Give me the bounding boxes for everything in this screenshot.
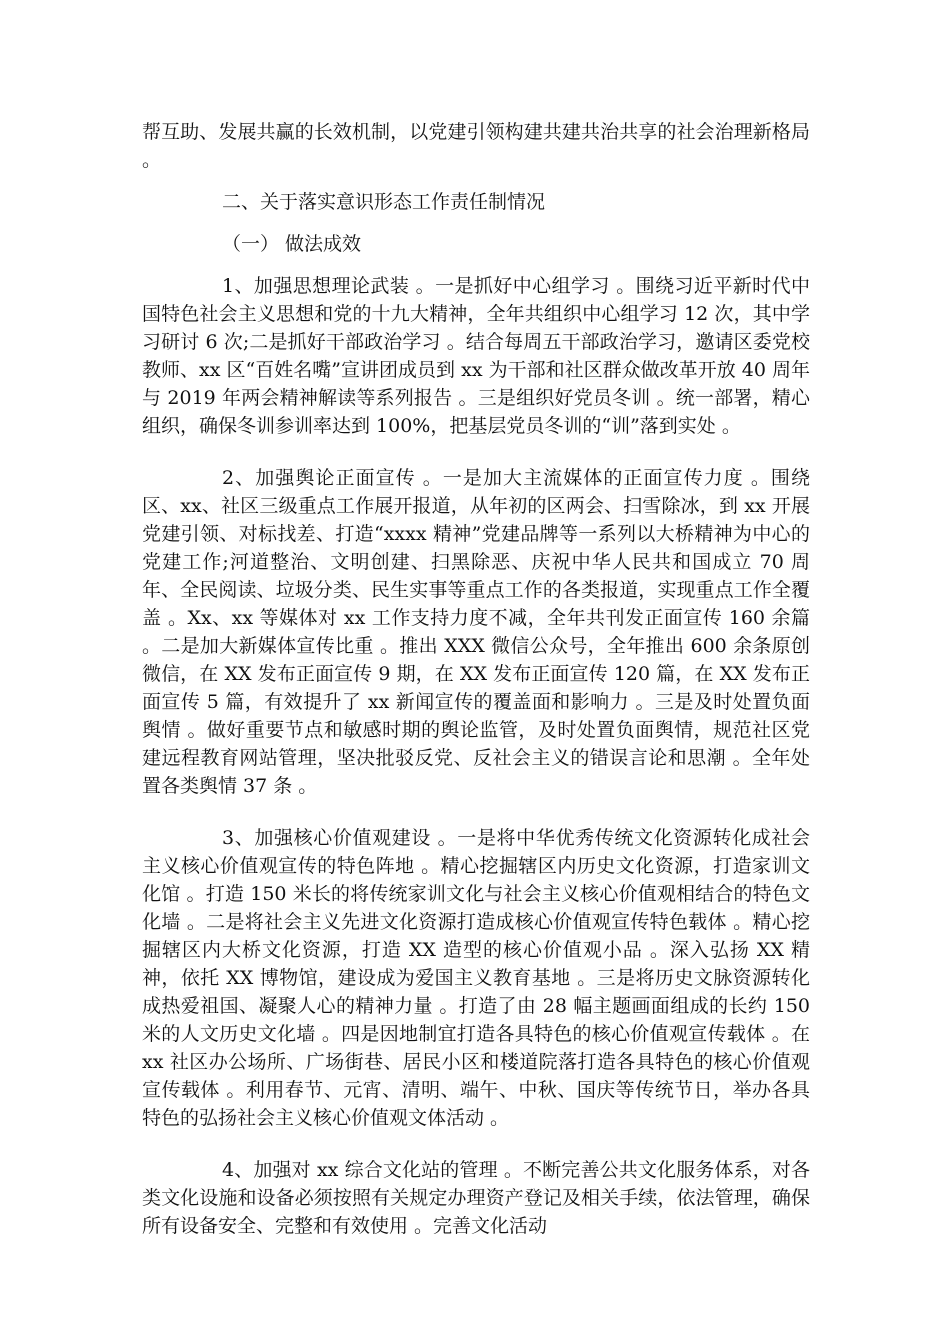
- paragraph-continuation: 帮互助、发展共赢的长效机制，以党建引领构建共建共治共享的社会治理新格局 。: [142, 121, 810, 171]
- subsection-heading: （一） 做法成效: [222, 233, 362, 255]
- section-heading: 二、关于落实意识形态工作责任制情况: [222, 191, 546, 213]
- paragraph-core-values: 3、加强核心价值观建设 。一是将中华优秀传统文化资源转化成社会主义核心价值观宣传的特色阵地 。精心挖掘辖区内历史文化资源，打造家训文化馆 。打造 150 米长的将传统家训文化与社会主义核心价值观相结合的特色文化墙 。二是将社会主义先进文化资源打造成核心价值观宣传特色载体 。精心挖掘辖区内大桥文化资源，打造 XX 造型的核心价值观小品 。深入弘扬 XX 精神，依托 XX 博物馆，建设成为爱国主义教育基地 。三是将历史文脉资源转化成热爱祖国、凝聚人心的精神力量 。打造了由 28 幅主题画面组成的长约 150 米的人文历史文化墙 。四是因地制宜打造各具特色的核心价值观宣传载体 。在 xx 社区办公场所、广场街巷、居民小区和楼道院落打造各具特色的核心价值观宣传载体 。利用春节、元宵、清明、端午、中秋、国庆等传统节日，举办各具特色的弘扬社会主义核心价值观文体活动 。: [142, 827, 810, 1129]
- paragraph-publicity: 2、加强舆论正面宣传 。一是加大主流媒体的正面宣传力度 。围绕区、xx、社区三级重点工作展开报道，从年初的区两会、扫雪除冰，到 xx 开展党建引领、对标找差、打造“xxxx 精神”党建品牌等一系列以大桥精神为中心的党建工作;河道整治、文明创建、扫黑除恶、庆祝中华人民共和国成立 70 周年、全民阅读、垃圾分类、民生实事等重点工作的各类报道，实现重点工作全覆盖 。Xx、xx 等媒体对 xx 工作支持力度不减，全年共刊发正面宣传 160 余篇 。二是加大新媒体宣传比重 。推出 XXX 微信公众号，全年推出 600 余条原创微信，在 XX 发布正面宣传 9 期，在 XX 发布正面宣传 120 篇，在 XX 发布正面宣传 5 篇，有效提升了 xx 新闻宣传的覆盖面和影响力 。三是及时处置负面舆情 。做好重要节点和敏感时期的舆论监管，及时处置负面舆情，规范社区党建远程教育网站管理，坚决批驳反党、反社会主义的错误言论和思潮 。全年处置各类舆情 37 条 。: [142, 467, 810, 797]
- paragraph-culture-station: 4、加强对 xx 综合文化站的管理 。不断完善公共文化服务体系，对各类文化设施和设备必须按照有关规定办理资产登记及相关手续，依法管理，确保所有设备安全、完整和有效使用 。完善文化活动: [142, 1159, 810, 1237]
- paragraph-theory: 1、加强思想理论武装 。一是抓好中心组学习 。围绕习近平新时代中国特色社会主义思想和党的十九大精神，全年共组织中心组学习 12 次，其中学习研讨 6 次;二是抓好干部政治学习 。结合每周五干部政治学习，邀请区委党校教师、xx 区“百姓名嘴”宣讲团成员到 xx 为干部和社区群众做改革开放 40 周年与 2019 年两会精神解读等系列报告 。三是组织好党员冬训 。统一部署，精心组织，确保冬训参训率达到 100%，把基层党员冬训的“训”落到实处 。: [142, 275, 810, 437]
- document-body: [142, 118, 810, 1240]
